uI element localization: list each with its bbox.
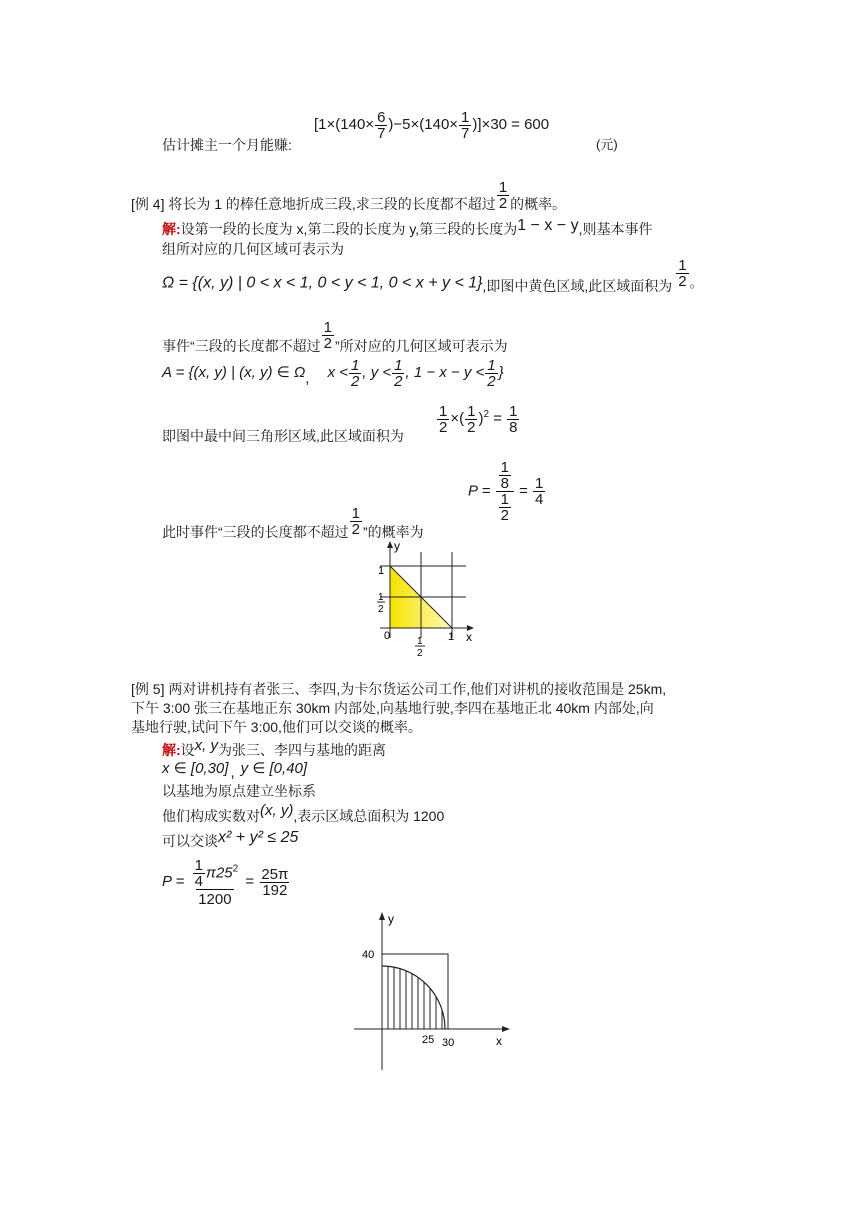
compound-fraction bbox=[496, 460, 514, 523]
p-label: P = bbox=[162, 873, 185, 890]
fraction: $\frac{1}{2}$ bbox=[498, 179, 508, 212]
tick-y-1: 1 bbox=[378, 565, 385, 577]
ex5-title-l2: 下午 3:00 张三在基地正东 30km 内部处,向基地行驶,李四在基地正北 40km 内部处,向 bbox=[131, 700, 654, 716]
a-cond: , y < bbox=[362, 364, 392, 381]
x-axis-label: x bbox=[466, 630, 472, 644]
comma: , bbox=[305, 370, 310, 387]
exponent: 2 bbox=[232, 863, 239, 874]
origin-label: 0 bbox=[384, 630, 391, 642]
ex5-coord-line: 以基地为原点建立坐标系 bbox=[162, 783, 316, 799]
solution-text: 设第一段的长度为 x,第二段的长度为 y,第三段的长度为 bbox=[180, 221, 518, 237]
solution-keyword: 解: bbox=[162, 221, 181, 237]
ex4-solution-line2: 组所对应的几何区域可表示为 bbox=[162, 241, 344, 257]
formula-part: )−5×(140× bbox=[388, 116, 459, 133]
tick-y-half-den: 2 bbox=[378, 604, 384, 615]
y-axis-label: y bbox=[394, 539, 400, 553]
formula-part: )]×30 = 600 bbox=[472, 116, 550, 133]
y-axis-label: y bbox=[388, 912, 394, 926]
comma: , bbox=[230, 764, 235, 781]
omega-set: Ω = {(x, y) | 0 < x < 1, 0 < y < 1, 0 < x + y < 1} bbox=[162, 274, 483, 292]
fraction: $\frac{1}{7}$ bbox=[461, 108, 470, 142]
ex4-title bbox=[131, 179, 567, 221]
y-arrow-icon bbox=[379, 912, 385, 920]
equals: = bbox=[493, 410, 502, 427]
tick-40: 40 bbox=[362, 949, 375, 961]
fraction: $\frac{1}{8}$ bbox=[509, 402, 518, 436]
event-text: 事件“三段的长度都不超过 bbox=[162, 338, 321, 355]
compound-fraction bbox=[190, 858, 241, 907]
fraction: $\frac{1}{4}$ bbox=[535, 475, 544, 508]
a-cond: } bbox=[498, 364, 504, 381]
tick-x-half-den: 2 bbox=[417, 648, 423, 659]
event-text-end: ”所对应的几何区域可表示为 bbox=[335, 338, 508, 355]
ex5-range-line bbox=[162, 760, 308, 781]
vars-expr: x, y bbox=[194, 737, 219, 754]
fraction: $\frac{1}{2}$ bbox=[487, 356, 496, 390]
fraction: $\frac{1}{2}$ bbox=[394, 356, 403, 390]
ex4-title-end: 的概率。 bbox=[510, 196, 567, 213]
range-x: x ∈ [0,30] bbox=[162, 760, 229, 777]
fraction: $\frac{1}{2}$ bbox=[678, 257, 687, 290]
pair-expr: (x, y) bbox=[260, 802, 294, 819]
omega-text: ,即图中黄色区域,此区域面积为 bbox=[482, 277, 673, 294]
equals: = bbox=[245, 873, 255, 890]
fraction: $\frac{1}{2}$ bbox=[351, 505, 361, 538]
expr: 1 − x − y bbox=[517, 217, 579, 234]
prob-text-end: ”的概率为 bbox=[363, 524, 424, 541]
exponent: 2 bbox=[483, 409, 490, 420]
a-cond: , 1 − x − y < bbox=[405, 364, 485, 381]
tick-x-half-num: 1 bbox=[417, 636, 423, 647]
equals: = bbox=[519, 482, 528, 500]
ex4-solution-line1 bbox=[162, 217, 653, 239]
tick-y-half-num: 1 bbox=[378, 592, 384, 603]
region-rect bbox=[382, 954, 448, 1029]
ex5-pair-line bbox=[162, 802, 445, 826]
talk-expr: x² + y² ≤ 25 bbox=[218, 829, 299, 846]
ex5-title-l3: 基地行驶,试问下午 3:00,他们可以交谈的概率。 bbox=[131, 719, 422, 735]
earning-formula bbox=[314, 108, 549, 142]
fraction: $\frac{1}{8}$ bbox=[500, 459, 509, 492]
fraction: $\frac{1}{2}$ bbox=[467, 402, 476, 436]
ex4-area-expr bbox=[436, 398, 520, 436]
tick-25: 25 bbox=[422, 1034, 435, 1046]
range-y: y ∈ [0,40] bbox=[240, 760, 308, 777]
pair-text: 他们构成实数对 bbox=[162, 808, 260, 824]
fraction: $\frac{1}{2}$ bbox=[351, 356, 360, 390]
p-label: P = bbox=[468, 482, 491, 500]
ex5-title-l1: [例 5] 两对讲机持有者张三、李四,为卡尔货运公司工作,他们对讲机的接收范围是 25km, bbox=[131, 681, 667, 697]
ex4-title-text: [例 4] 将长为 1 的棒任意地折成三段,求三段的长度都不超过 bbox=[131, 196, 496, 213]
ex4-probability-formula bbox=[468, 460, 546, 523]
fraction: $\frac{25\pi}{192}$ bbox=[261, 865, 289, 899]
talk-text: 可以交谈 bbox=[162, 833, 218, 849]
expr: ) bbox=[478, 410, 484, 427]
tick-x-1: 1 bbox=[448, 631, 455, 643]
ex4-middle-text: 即图中最中间三角形区域,此区域面积为 bbox=[162, 428, 404, 444]
expr: π25 bbox=[205, 864, 233, 881]
ex5-talk-line bbox=[162, 829, 299, 851]
ex4-omega-line bbox=[162, 257, 704, 299]
fraction: $\frac{1}{2}$ bbox=[439, 402, 448, 436]
a-set-expr: A = {(x, y) | (x, y) ∈ Ω bbox=[162, 364, 306, 381]
ex5-solution-line bbox=[162, 737, 387, 760]
fraction: $\frac{1}{4}$ bbox=[194, 856, 203, 890]
fraction: $\frac{1}{2}$ bbox=[323, 319, 333, 352]
x-axis-label: x bbox=[496, 1034, 502, 1048]
fraction: $\frac{6}{7}$ bbox=[377, 108, 386, 142]
tick-30: 30 bbox=[442, 1037, 455, 1049]
unit-label: (元) bbox=[596, 137, 618, 152]
solution-text: 设 bbox=[180, 742, 195, 758]
period: 。 bbox=[689, 274, 704, 291]
solution-text-end: ,则基本事件 bbox=[578, 221, 653, 237]
earning-label: 估计摊主一个月能赚: bbox=[162, 137, 292, 153]
solution-keyword: 解: bbox=[162, 742, 181, 758]
ex5-probability-formula bbox=[162, 856, 291, 908]
x-arrow-icon bbox=[502, 1026, 510, 1032]
expr: ×( bbox=[450, 410, 465, 427]
prob-text: 此时事件“三段的长度都不超过 bbox=[162, 524, 349, 541]
ex4-graph bbox=[368, 538, 480, 660]
denominator: 1200 bbox=[198, 890, 232, 908]
a-cond: x < bbox=[327, 364, 349, 381]
y-arrow-icon bbox=[387, 541, 393, 548]
ex4-a-set bbox=[162, 356, 504, 390]
ex5-graph bbox=[348, 908, 516, 1078]
fraction: $\frac{1}{2}$ bbox=[500, 491, 509, 524]
solution-text: 为张三、李四与基地的距离 bbox=[218, 742, 387, 758]
pair-text-end: ,表示区域总面积为 1200 bbox=[293, 808, 445, 824]
formula-part: [1×(140× bbox=[314, 116, 375, 133]
